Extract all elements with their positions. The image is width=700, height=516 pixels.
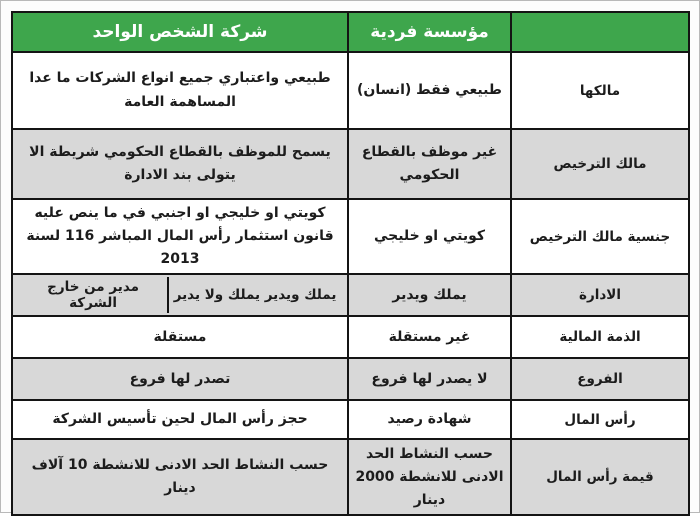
row-label-financial-liability: الذمة المالية [511,316,689,358]
table-row-branches [12,358,689,400]
cell-one-person-owner: طبيعي واعتباري جميع انواع الشركات ما عدا المساهمة العامة [12,52,348,129]
row-label-management: الادارة [511,274,689,316]
cell-management-external-manager: مدير من خارج الشركة [47,279,139,312]
row-label-license-owner: مالك الترخيص [511,129,689,199]
table-row-capital-value [12,439,689,515]
table-row-financial-liability [12,316,689,358]
row-label-branches: الفروع [511,358,689,400]
table-row-capital [12,400,689,439]
header-individual-establishment: مؤسسة فردية [348,12,511,52]
cell-one-person-branches: تصدر لها فروع [12,358,348,400]
row-label-owner: مالكها [511,52,689,129]
comparison-table [11,11,690,516]
cell-individual-capital: شهادة رصيد [348,400,511,439]
cell-individual-management: يملك ويدير [348,274,511,316]
header-row [12,12,689,52]
cell-individual-branches: لا يصدر لها فروع [348,358,511,400]
cell-one-person-nationality: كويتي او خليجي او اجنبي في ما ينص عليه قانون استثمار رأس المال المباشر 116 لسنة 2013 [12,199,348,274]
cell-one-person-capital-value: حسب النشاط الحد الادنى للانشطة 10 آلاف دينار [12,439,348,515]
table-row-license-owner [12,129,689,199]
cell-management-owns-manages: يملك ويدير يملك ولا يدير [167,277,341,313]
table-row-owner [12,52,689,129]
header-category-spacer [511,12,689,52]
row-label-capital-value: قيمة رأس المال [511,439,689,515]
header-one-person-company: شركة الشخص الواحد [12,12,348,52]
cell-individual-capital-value: حسب النشاط الحد الادنى للانشطة 2000 دينار [348,439,511,515]
cell-individual-nationality: كويتي او خليجي [348,199,511,274]
row-label-nationality: جنسية مالك الترخيص [511,199,689,274]
table-row-nationality [12,199,689,274]
row-label-capital: رأس المال [511,400,689,439]
cell-individual-owner: طبيعي فقط (انسان) [348,52,511,129]
cell-one-person-capital: حجز رأس المال لحين تأسيس الشركة [12,400,348,439]
cell-individual-financial-liability: غير مستقلة [348,316,511,358]
table-row-management [12,274,689,316]
cell-one-person-financial-liability: مستقلة [12,316,348,358]
cell-one-person-license-owner: يسمح للموظف بالقطاع الحكومي شريطة الا يتولى بند الادارة [12,129,348,199]
cell-individual-license-owner: غير موظف بالقطاع الحكومي [348,129,511,199]
cell-one-person-management [12,274,348,316]
